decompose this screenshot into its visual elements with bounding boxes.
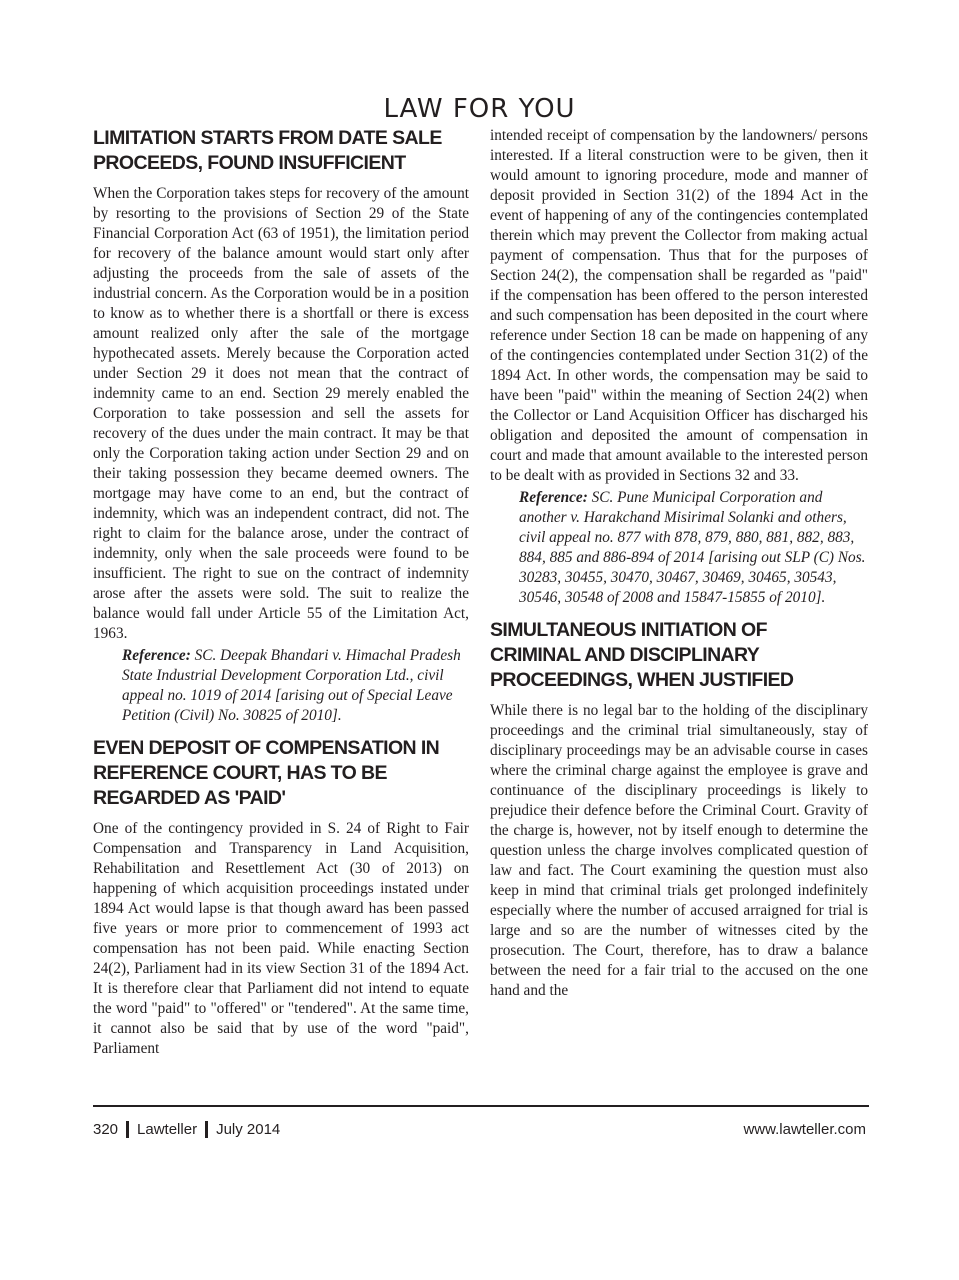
right-column bbox=[490, 126, 868, 1001]
page-number: 320 bbox=[93, 1121, 119, 1138]
article-body-compensation-continued: intended receipt of compensation by the landowners/ persons interested. If a literal construction were to be given, then it would amount to ignoring procedure, mode and manner of deposit provided in Section 31(2) of the 1894 Act in the event of happening of any of the contingencies contemplated therein which may prevent the Collector from making actual payment of compensation. Thus that for the purposes of Section 24(2), the compensation shall be regarded as "paid" if the compensation has been offered to the person interested and such compensation has been deposited in the court where reference under Section 18 can be made on happening of any of the contingencies contemplated under Section 31(2) of the 1894 Act. In other words, the compensation may be said to have been "paid" within the meaning of Section 24(2) when the Collector or Land Acquisition Officer has discharged his obligation and deposited the amount of compensation in court and made that amount available to the interested person to be dealt with as provided in Sections 32 and 33. bbox=[490, 127, 868, 484]
footer-divider bbox=[93, 1105, 869, 1107]
article-body-limitation: When the Corporation takes steps for recovery of the amount by resorting to the provisions of Section 29 of the State Financial Corporation Act (63 of 1951), the limitation period for recovery of the balance amount would start only after adjusting the proceeds from the sale of assets of the industrial concern. As the Corporation would be in a position to know as to whether there is a shortfall or there is excess amount realized only after the sale of the mortgage hypothecated assets. Merely because the Corporation acted under Section 29 it does not mean that the contract of indemnity came to an end. Section 29 merely enabled the Corporation to take possession and sell the assets for recovery of the dues under the main contract. It may be that only the Corporation taking action under Section 29 and on their taking possession they became deemed owners. The mortgage may have come to an end, but the contract of indemnity, which was an independent contract, did not. The right to claim for the balance arose, under the contract of indemnity, only when the sale proceeds were found to be insufficient. The right to sue on the contract of indemnity arose after the assets were sold. The suit to realize the balance would fall under Article 55 of the Limitation Act, 1963. bbox=[93, 185, 469, 642]
reference-label: Reference: bbox=[122, 647, 191, 664]
heading-line: EVEN DEPOSIT OF COMPENSATION IN bbox=[93, 737, 440, 759]
issue-date: July 2014 bbox=[216, 1121, 281, 1138]
footer-left bbox=[93, 1121, 280, 1138]
heading-line: PROCEEDINGS, WHEN JUSTIFIED bbox=[490, 669, 794, 691]
article-body-compensation: One of the contingency provided in S. 24 of Right to Fair Compensation and Transparency in Land Acquisition, Rehabilitation and Resettlement Act (30 of 2013) on happening of which acquisition proceedings instated under 1894 Act would lapse is that though award has been passed five years or more prior to commencement of 1993 act compensation has not been paid. While enacting Section 24(2), Parliament had in its view Section 31 of the 1894 Act. It is therefore clear that Parliament did not intend to equate the word "paid" to "offered" or "tendered". At the same time, it cannot also be said that by use of the word "paid", Parliament bbox=[93, 820, 469, 1057]
reference-text: SC. Pune Municipal Corporation and another v. Harakchand Misirimal Solanki and others, civil appeal no. 877 with 878, 879, 880, 881, 882, 883, 884, 885 and 886-894 of 2014 [arising out SLP (C) Nos. 30283, 30455, 30470, 30467, 30469, 30465, 30543, 30546, 30548 of 2008 and 15847-15855 of 2010]. bbox=[519, 489, 866, 606]
article-reference-compensation bbox=[519, 488, 868, 608]
article-heading-simultaneous bbox=[490, 618, 868, 693]
article-body-simultaneous: While there is no legal bar to the holding of the disciplinary proceedings and the criminal trial simultaneously, stay of disciplinary proceedings may be an advisable course in cases where the criminal charge against the employee is grave and continuance of the disciplinary proceedings is likely to prejudice their defence before the Criminal Court. Gravity of the charge is, however, not by itself enough to determine the question unless the charge involves complicated question of law and fact. The Court examining the question must also keep in mind that criminal trials get prolonged indefinitely especially where the number of accused arraigned for trial is large and so are the number of witnesses cited by the prosecution. The Court, therefore, has to draw a balance between the need for a fair trial to the accused on the one hand and the bbox=[490, 702, 868, 999]
article-heading-compensation bbox=[93, 736, 469, 811]
heading-line: REGARDED AS 'PAID' bbox=[93, 787, 286, 809]
article-heading-limitation bbox=[93, 126, 469, 176]
reference-label: Reference: bbox=[519, 489, 588, 506]
website-link[interactable]: www.lawteller.com bbox=[743, 1121, 866, 1138]
page-header-title: LAW FOR YOU bbox=[383, 94, 576, 124]
article-reference-limitation bbox=[122, 646, 469, 726]
heading-line: LIMITATION STARTS FROM DATE SALE bbox=[93, 127, 442, 149]
heading-line: CRIMINAL AND DISCIPLINARY bbox=[490, 644, 760, 666]
reference-text: SC. Deepak Bhandari v. Himachal Pradesh State Industrial Development Corporation Ltd., civil appeal no. 1019 of 2014 [arising out of Special Leave Petition (Civil) No. 30825 of 2010]. bbox=[122, 647, 461, 724]
heading-line: REFERENCE COURT, HAS TO BE bbox=[93, 762, 387, 784]
publication-name: Lawteller bbox=[137, 1121, 198, 1138]
heading-line: PROCEEDS, FOUND INSUFFICIENT bbox=[93, 152, 406, 174]
left-column bbox=[93, 126, 469, 1059]
heading-line: SIMULTANEOUS INITIATION OF bbox=[490, 619, 767, 641]
footer-separator bbox=[126, 1121, 129, 1138]
footer-separator bbox=[205, 1121, 208, 1138]
